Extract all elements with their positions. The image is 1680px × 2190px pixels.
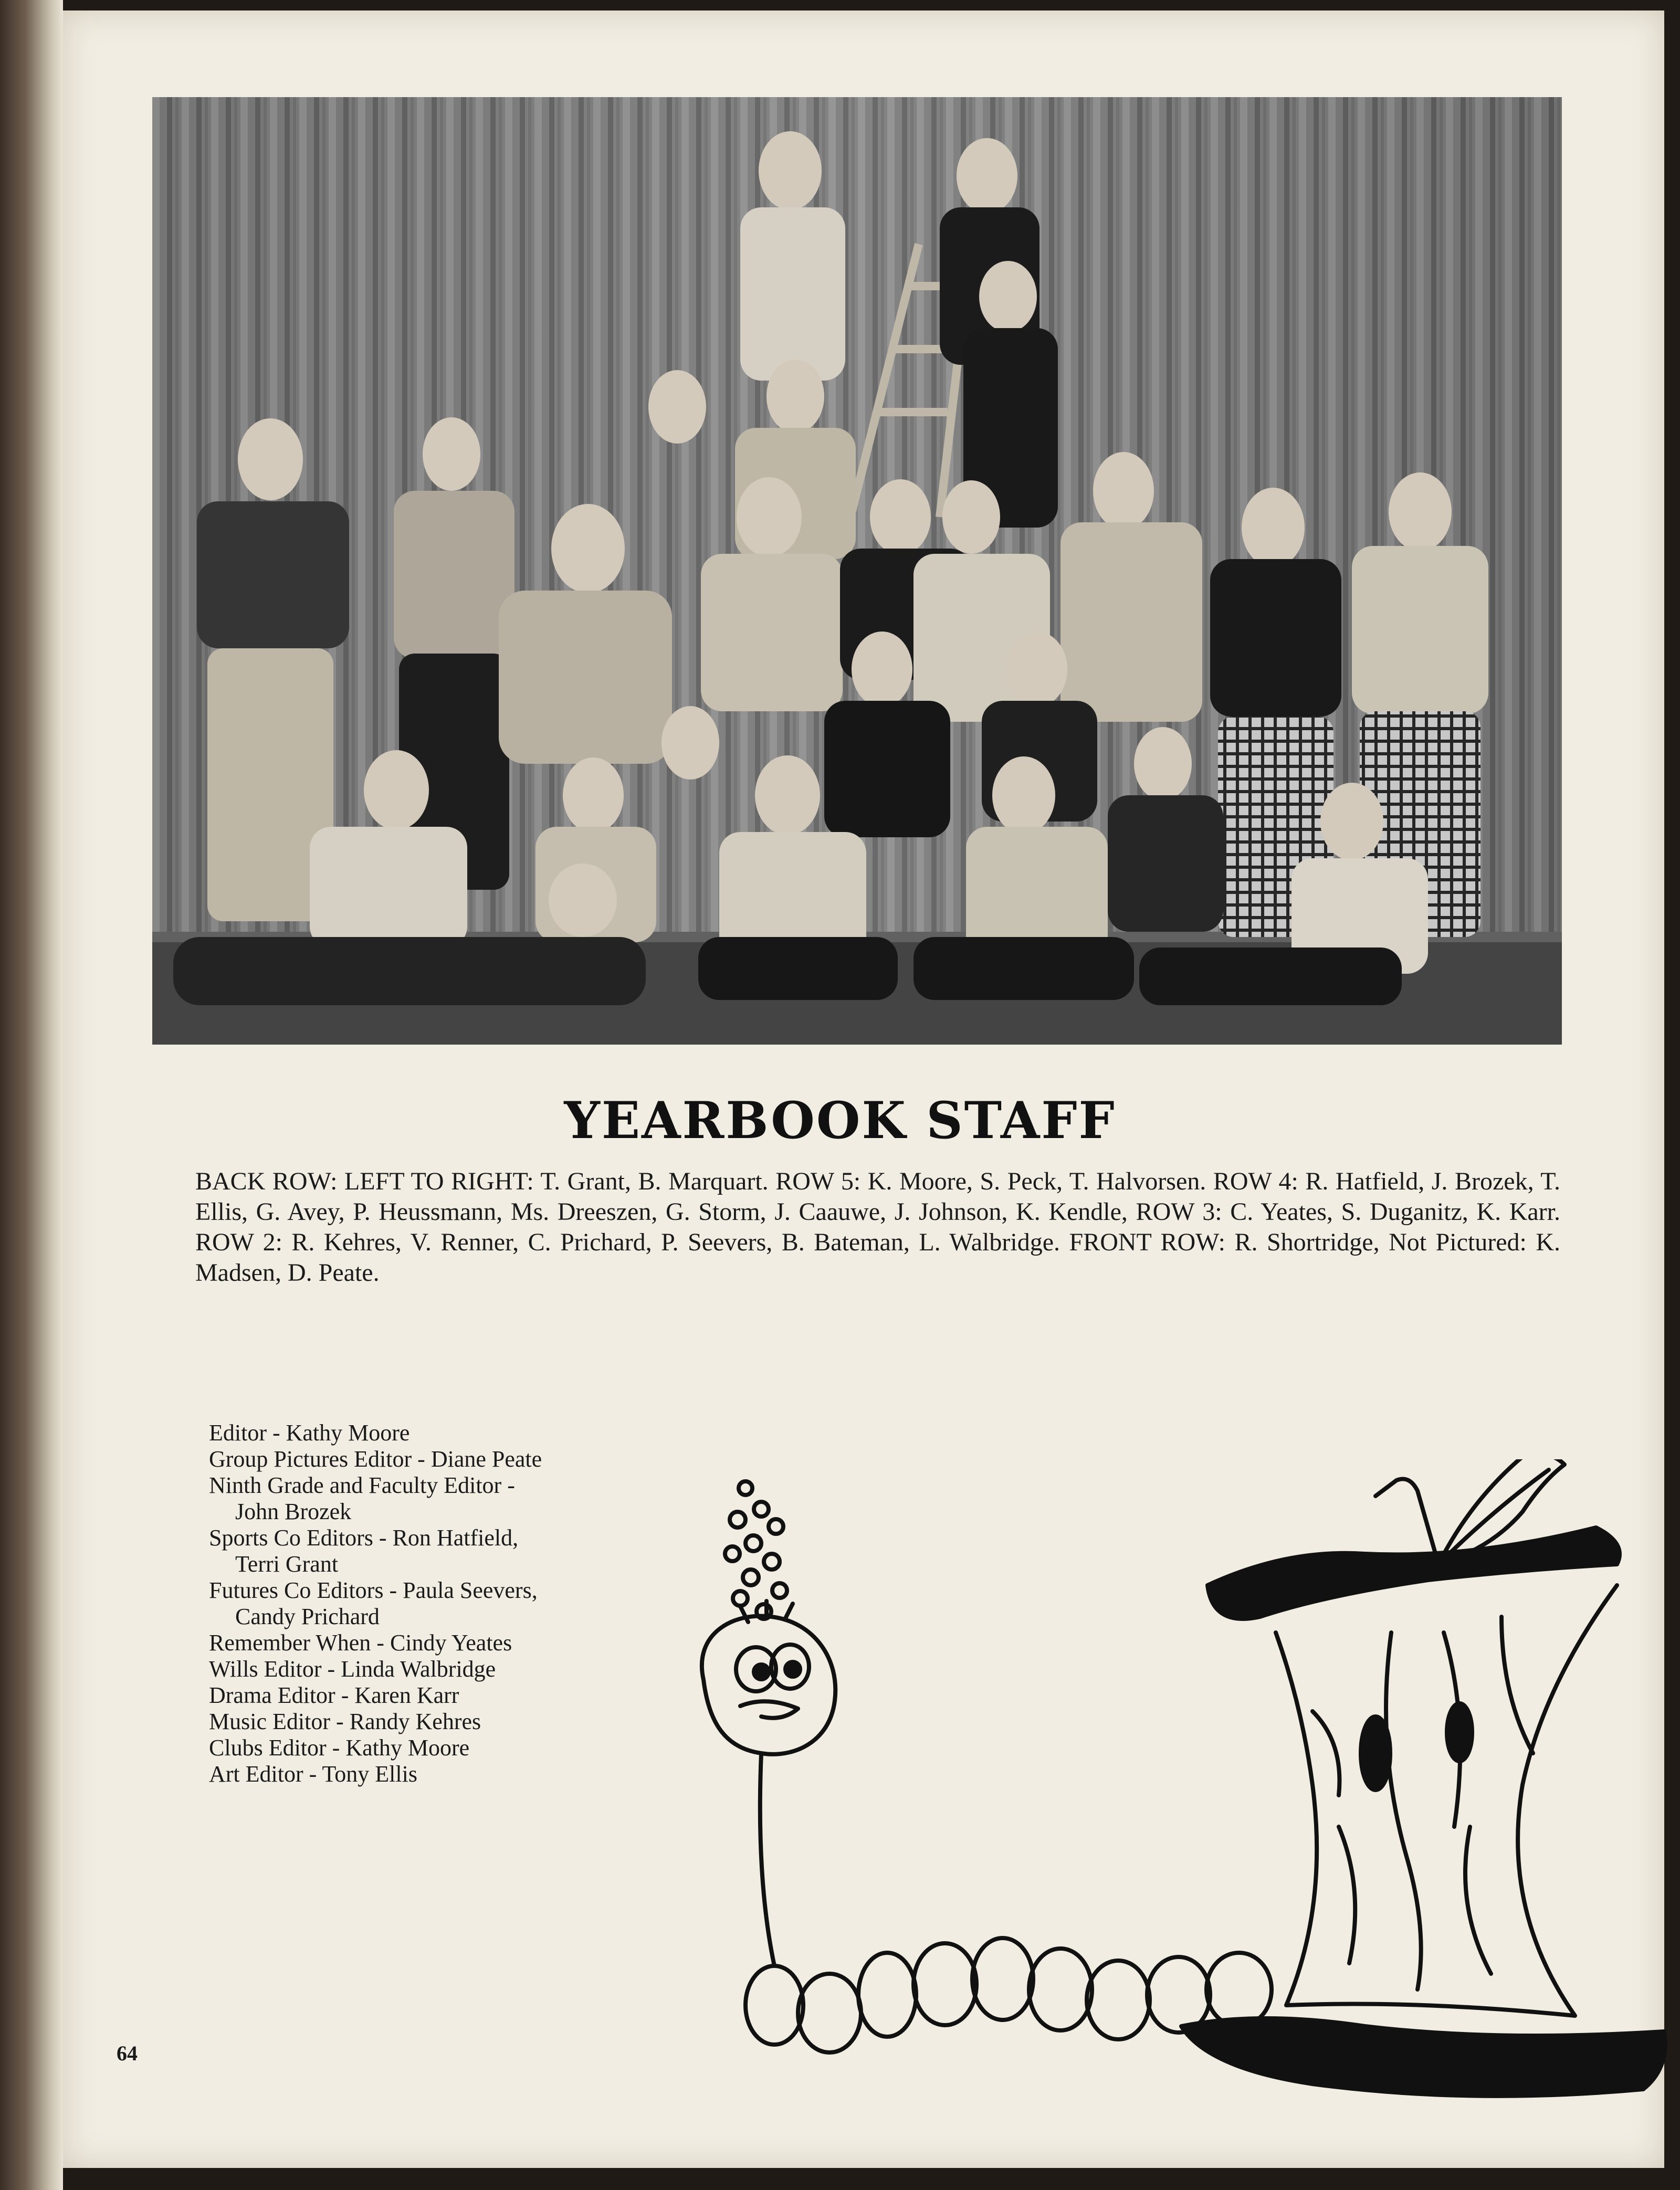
credit-line: Futures Co Editors - Paula Seevers, <box>209 1577 538 1603</box>
worm-apple-illustration <box>682 1459 1680 2173</box>
credit-line: Ninth Grade and Faculty Editor - <box>209 1472 515 1498</box>
group-photo <box>152 97 1562 1045</box>
page-number: 64 <box>117 2041 138 2065</box>
credit-line: Clubs Editor - Kathy Moore <box>209 1735 470 1761</box>
credit-line: Candy Prichard <box>235 1604 380 1629</box>
credit-line: Art Editor - Tony Ellis <box>209 1761 417 1787</box>
photo-caption: BACK ROW: LEFT TO RIGHT: T. Grant, B. Marquart. ROW 5: K. Moore, S. Peck, T. Halvorsen. ROW 4: R. Hatfield, J. Brozek, T. Ellis, G. Avey, P. Heussmann, Ms. Dreeszen, G. Storm, J. Caauwe, J. Johnson, K. Kendle, ROW 3: C. Yeates, S. Duganitz, K. Karr. ROW 2: R. Kehres, V. Renner, C. Prichard, P. Seevers, B. Bateman, L. Walbridge. FRONT ROW: R. Shortridge, Not Pictured: K. Madsen, D. Peate. <box>195 1167 1560 1287</box>
credit-line: John Brozek <box>235 1499 352 1524</box>
credit-line: Music Editor - Randy Kehres <box>209 1709 481 1734</box>
credit-line: Wills Editor - Linda Walbridge <box>209 1656 496 1682</box>
credit-line: Sports Co Editors - Ron Hatfield, <box>209 1525 519 1551</box>
credit-line: Remember When - Cindy Yeates <box>209 1630 512 1656</box>
credit-line: Terri Grant <box>235 1551 339 1577</box>
credit-line: Drama Editor - Karen Karr <box>209 1682 459 1708</box>
page-title: YEARBOOK STAFF <box>564 1091 1116 1150</box>
credit-line: Editor - Kathy Moore <box>209 1420 410 1446</box>
credit-line: Group Pictures Editor - Diane Peate <box>209 1446 542 1472</box>
